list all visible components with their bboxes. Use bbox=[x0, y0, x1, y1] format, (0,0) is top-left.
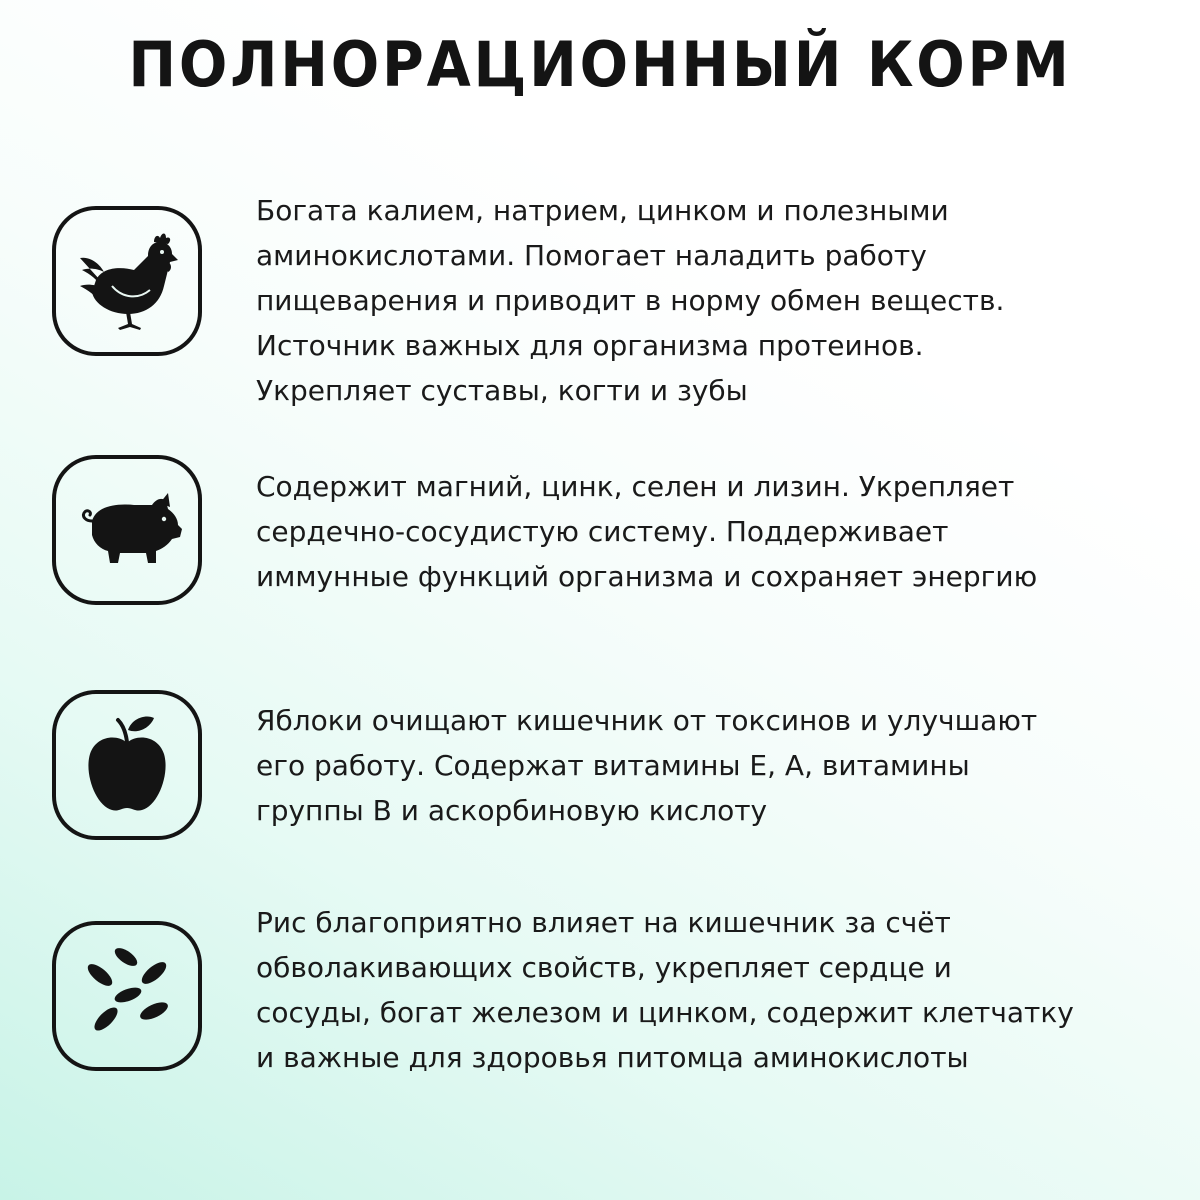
chicken-icon bbox=[56, 210, 198, 352]
text-line: Укрепляет суставы, когти и зубы bbox=[256, 374, 748, 407]
pig-icon bbox=[56, 459, 198, 601]
text-line: Содержит магний, цинк, селен и лизин. Укрепляет bbox=[256, 470, 1015, 503]
pig-icon-frame bbox=[52, 455, 202, 605]
text-line: и важные для здоровья питомца аминокислоты bbox=[256, 1041, 969, 1074]
apple-icon bbox=[56, 694, 198, 836]
chicken-icon-frame bbox=[52, 206, 202, 356]
text-line: его работу. Содержат витамины Е, А, витамины bbox=[256, 749, 970, 782]
text-line: Рис благоприятно влияет на кишечник за счёт bbox=[256, 906, 951, 939]
text-line: Богата калием, натрием, цинком и полезными bbox=[256, 194, 949, 227]
text-line: пищеварения и приводит в норму обмен веществ. bbox=[256, 284, 1005, 317]
rice-grains-icon bbox=[56, 925, 198, 1067]
feature-apple-text bbox=[256, 698, 1156, 833]
feature-pig-text bbox=[256, 464, 1156, 599]
text-line: иммунные функций организма и сохраняет энергию bbox=[256, 560, 1038, 593]
text-line: аминокислотами. Помогает наладить работу bbox=[256, 239, 927, 272]
feature-chicken-text bbox=[256, 188, 1156, 413]
apple-icon-frame bbox=[52, 690, 202, 840]
text-line: группы В и аскорбиновую кислоту bbox=[256, 794, 768, 827]
text-line: сердечно-сосудистую систему. Поддерживает bbox=[256, 515, 949, 548]
text-line: обволакивающих свойств, укрепляет сердце и bbox=[256, 951, 952, 984]
text-line: сосуды, богат железом и цинком, содержит клетчатку bbox=[256, 996, 1074, 1029]
page-title: ПОЛНОРАЦИОННЫЙ КОРМ bbox=[128, 28, 1072, 101]
rice-grains-icon-frame bbox=[52, 921, 202, 1071]
text-line: Яблоки очищают кишечник от токсинов и улучшают bbox=[256, 704, 1038, 737]
feature-rice-text bbox=[256, 900, 1156, 1080]
text-line: Источник важных для организма протеинов. bbox=[256, 329, 924, 362]
